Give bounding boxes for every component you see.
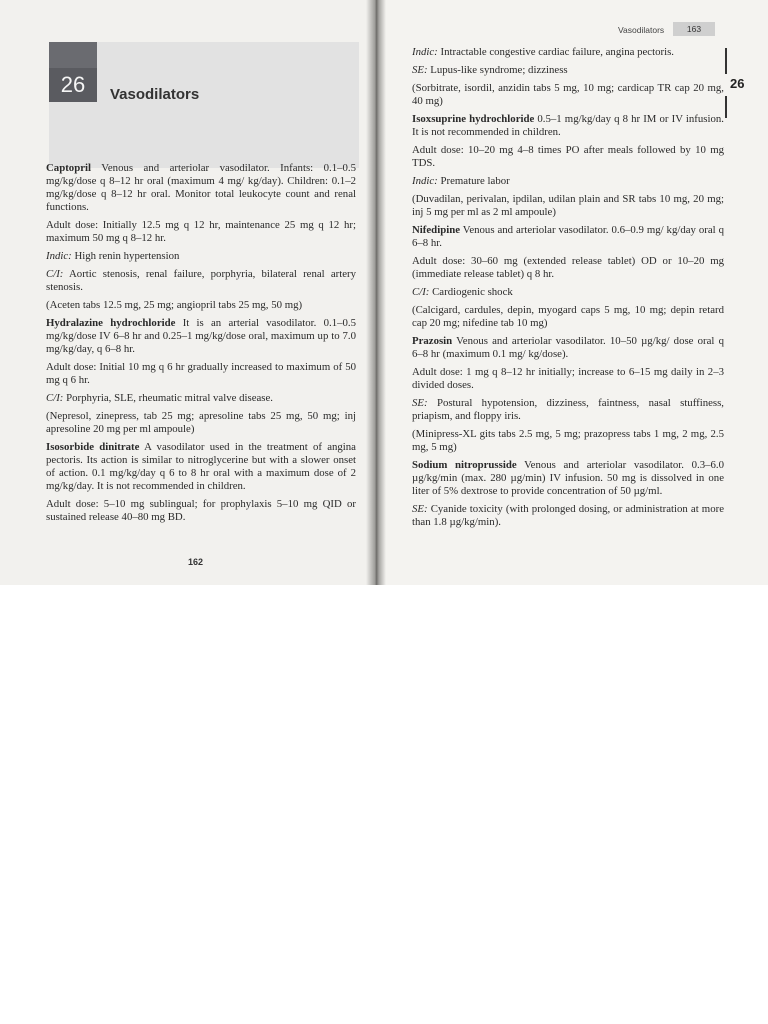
paragraph-text: (Aceten tabs 12.5 mg, 25 mg; angiopril tabs 25 mg, 50 mg) <box>46 299 303 311</box>
field-label: C/I: <box>46 392 64 404</box>
text-paragraph <box>412 397 724 423</box>
chapter-header-accent <box>49 42 97 68</box>
text-paragraph <box>412 113 724 139</box>
drug-name: Sodium nitroprusside <box>412 459 517 471</box>
paragraph-text: Venous and arteriolar vasodilator. 0.6–0.9 mg/ kg/day oral q 6–8 hr. <box>412 224 724 249</box>
text-paragraph <box>412 82 724 108</box>
paragraph-text: Postural hypotension, dizziness, faintness, nasal stuffiness, priapism, and floppy iris. <box>412 397 724 422</box>
paragraph-text: Adult dose: 30–60 mg (extended release tablet) OD or 10–20 mg (immediate release tablet) q 8 hr. <box>412 255 724 280</box>
text-paragraph <box>46 441 356 493</box>
paragraph-text: Adult dose: 5–10 mg sublingual; for prophylaxis 5–10 mg QID or sustained release 40–80 mg BD. <box>46 498 356 523</box>
paragraph-text: (Minipress-XL gits tabs 2.5 mg, 5 mg; prazopress tabs 1 mg, 2 mg, 2.5 mg, 5 mg) <box>412 428 724 453</box>
paragraph-text: Venous and arteriolar vasodilator. 10–50 µg/kg/ dose oral q 6–8 hr (maximum 0.1 mg/ kg/dose). <box>412 335 724 360</box>
paragraph-text: High renin hypertension <box>71 250 180 262</box>
text-paragraph <box>412 224 724 250</box>
field-label: SE: <box>412 64 428 76</box>
drug-name: Prazosin <box>412 335 453 347</box>
paragraph-text: Venous and arteriolar vasodilator. Infants: 0.1–0.5 mg/kg/dose q 8–12 hr oral (maximum 4 mg/ kg/day). Children: 0.1–2 mg/kg/dose q 8–12 hr oral. Monitor total leukocyte count and renal functions. <box>46 162 356 213</box>
text-paragraph <box>46 268 356 294</box>
paragraph-text: Lupus-like syndrome; dizziness <box>427 64 568 76</box>
paragraph-text: Cardiogenic shock <box>429 286 513 298</box>
chapter-number: 26 <box>49 68 97 102</box>
paragraph-text: Cyanide toxicity (with prolonged dosing, or administration at more than 1.8 µg/kg/min). <box>412 503 724 528</box>
text-paragraph <box>46 219 356 245</box>
paragraph-text: (Nepresol, zinepress, tab 25 mg; apresoline tabs 25 mg, 50 mg; inj apresoline 20 mg per ml ampoule) <box>46 410 356 435</box>
field-label: Indic: <box>412 175 438 187</box>
text-paragraph <box>412 366 724 392</box>
left-page <box>0 0 374 585</box>
paragraph-text: Premature labor <box>437 175 510 187</box>
paragraph-text: It is an arterial vasodilator. 0.1–0.5 mg/kg/dose IV 6–8 hr and 0.25–1 mg/kg/dose oral, maximum up to 7.0 mg/kg/day, q 6–8 hr. <box>46 317 357 355</box>
chapter-title: Vasodilators <box>110 86 200 103</box>
paragraph-text: Adult dose: Initial 10 mg q 6 hr gradually increased to maximum of 50 mg q 6 hr. <box>46 361 356 386</box>
text-paragraph <box>46 299 356 312</box>
running-head: Vasodilators <box>618 25 665 35</box>
paragraph-text: Adult dose: Initially 12.5 mg q 12 hr, maintenance 25 mg q 12 hr; maximum 50 mg q 8–12 hr. <box>46 219 356 244</box>
drug-name: Isoxsuprine hydrochloride <box>412 113 535 125</box>
right-page-body <box>412 46 724 534</box>
text-paragraph <box>412 503 724 529</box>
field-label: Indic: <box>412 46 438 58</box>
drug-name: Captopril <box>46 162 91 174</box>
drug-name: Nifedipine <box>412 224 460 236</box>
text-paragraph <box>46 317 356 356</box>
text-paragraph <box>412 428 724 454</box>
text-paragraph <box>46 250 356 263</box>
text-paragraph <box>412 255 724 281</box>
text-paragraph <box>46 392 356 405</box>
page-number-right: 163 <box>673 22 715 36</box>
text-paragraph <box>412 193 724 219</box>
paragraph-text: (Duvadilan, perivalan, ipdilan, udilan plain and SR tabs 10 mg, 20 mg; inj 5 mg per ml as 2 ml ampoule) <box>412 193 724 218</box>
text-paragraph <box>46 498 356 524</box>
paragraph-text: A vasodilator used in the treatment of angina pectoris. Its action is similar to nitroglycerine but with a slower onset of action. 0.1 mg/kg/day q 6 to 8 hr oral with a maximum dose of 2 mg/kg/day. It is not recommended in children. <box>46 441 356 492</box>
text-paragraph <box>412 335 724 361</box>
field-label: C/I: <box>412 286 430 298</box>
paragraph-text: (Sorbitrate, isordil, anzidin tabs 5 mg, 10 mg; cardicap TR cap 20 mg, 40 mg) <box>412 82 724 107</box>
paragraph-text: Aortic stenosis, renal failure, porphyria, bilateral renal artery stenosis. <box>46 268 356 293</box>
text-paragraph <box>46 410 356 436</box>
text-paragraph <box>412 304 724 330</box>
left-page-body <box>46 162 356 529</box>
field-label: C/I: <box>46 268 64 280</box>
text-paragraph <box>46 361 356 387</box>
book-gutter <box>366 0 386 585</box>
page-number-left: 162 <box>188 557 204 567</box>
text-paragraph <box>412 144 724 170</box>
thumb-tab-rule-top <box>725 48 727 74</box>
text-paragraph <box>412 286 724 299</box>
paragraph-text: Intractable congestive cardiac failure, angina pectoris. <box>437 46 674 58</box>
field-label: SE: <box>412 397 428 409</box>
thumb-tab-chapter: 26 <box>730 76 745 91</box>
text-paragraph <box>46 162 356 214</box>
paragraph-text: 0.5–1 mg/kg/day q 8 hr IM or IV infusion. It is not recommended in children. <box>412 113 724 138</box>
drug-name: Isosorbide dinitrate <box>46 441 140 453</box>
text-paragraph <box>412 459 724 498</box>
thumb-tab-rule-bottom <box>725 96 727 118</box>
paragraph-text: Adult dose: 10–20 mg 4–8 times PO after meals followed by 10 mg TDS. <box>412 144 724 169</box>
paragraph-text: Porphyria, SLE, rheumatic mitral valve disease. <box>63 392 273 404</box>
text-paragraph <box>412 46 724 59</box>
paragraph-text: Adult dose: 1 mg q 8–12 hr initially; increase to 6–15 mg daily in 2–3 divided doses. <box>412 366 724 391</box>
text-paragraph <box>412 175 724 188</box>
paragraph-text: (Calcigard, cardules, depin, myogard caps 5 mg, 10 mg; depin retard cap 20 mg; nifedine tab 10 mg) <box>412 304 724 329</box>
text-paragraph <box>412 64 724 77</box>
field-label: SE: <box>412 503 428 515</box>
paragraph-text: Venous and arteriolar vasodilator. 0.3–6.0 µg/kg/min (max. 280 µg/min) IV infusion. 50 mg is dissolved in one liter of 5% dextrose to provide concentration of 50 µg/ml. <box>412 459 724 497</box>
field-label: Indic: <box>46 250 72 262</box>
drug-name: Hydralazine hydrochloride <box>46 317 176 329</box>
